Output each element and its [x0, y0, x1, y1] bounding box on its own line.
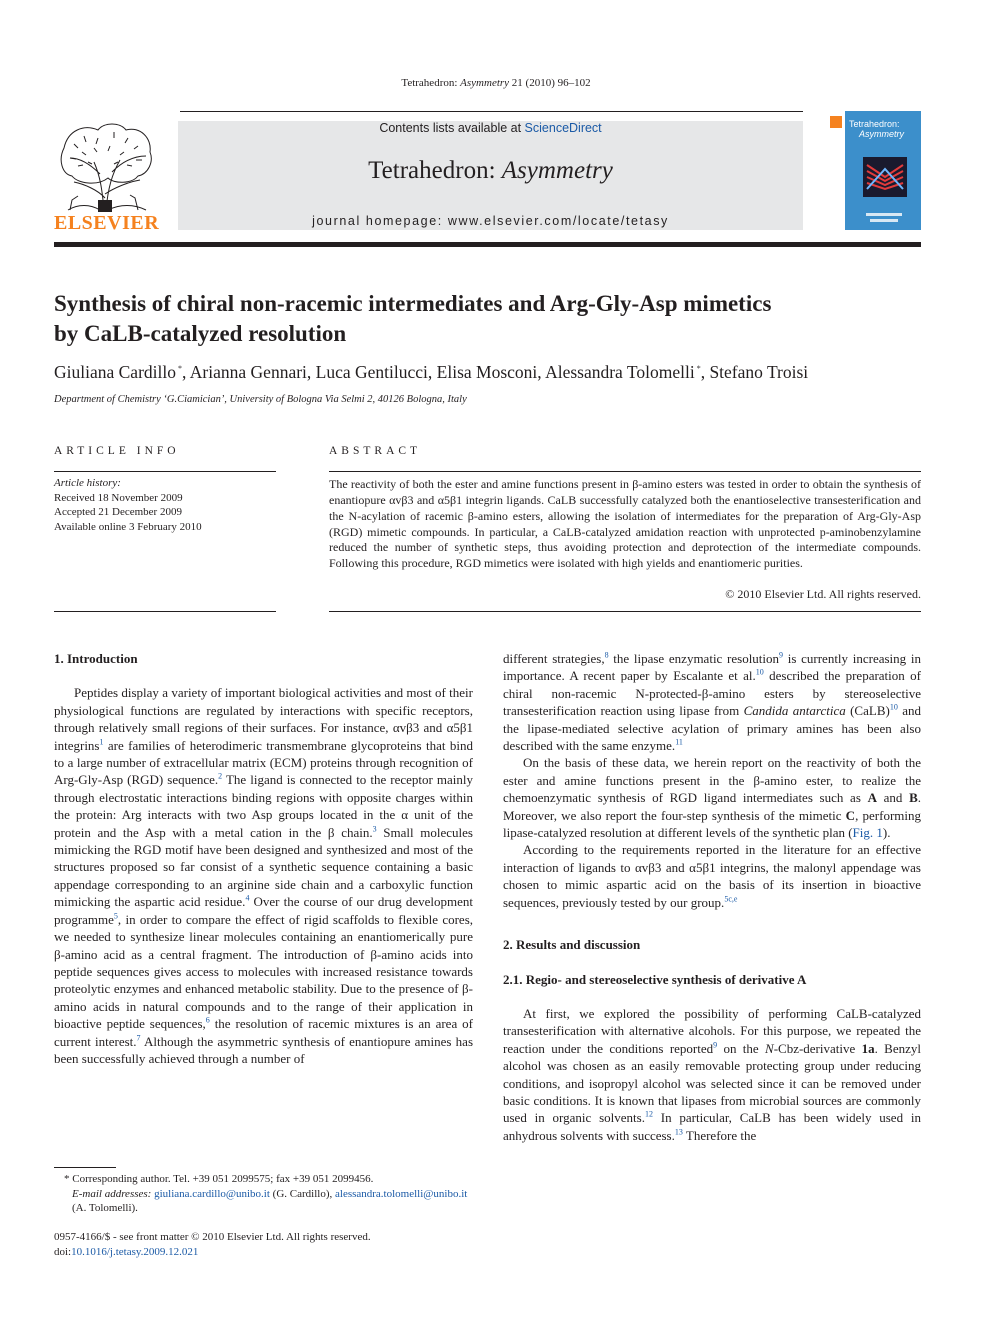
author[interactable]: [316, 362, 437, 382]
figure-link[interactable]: Fig. 1: [852, 825, 883, 841]
italic-text: N: [765, 1040, 774, 1056]
cover-footer-line: [866, 213, 902, 216]
author[interactable]: [190, 362, 316, 382]
doi-link[interactable]: 10.1016/j.tetasy.2009.12.021: [71, 1245, 199, 1258]
journal-name: [178, 157, 803, 185]
doi-prefix: doi:: [54, 1245, 72, 1258]
author-name: Elisa Mosconi: [436, 362, 538, 382]
author-name: Giuliana Cardillo: [54, 362, 176, 382]
text-run: are families of heterodimeric transmembrane glycoproteins that bind to a large number of extracellular matrix (ECM) proteins through recognition of Arg-Gly-Asp (RGD) sequence.: [54, 737, 473, 788]
author-name: Luca Gentilucci: [315, 362, 428, 382]
doi-line: [54, 1245, 371, 1260]
journal-name-prefix: Tetrahedron:: [368, 157, 502, 184]
text-run: different strategies,: [503, 651, 605, 666]
article-title-line2: by CaLB-catalyzed resolution: [54, 321, 347, 346]
email-link[interactable]: alessandra.tolomelli@unibo.it: [335, 1187, 468, 1200]
reference-link[interactable]: 13: [674, 1127, 683, 1137]
abstract-heading: ABSTRACT: [329, 445, 422, 457]
text-run: Over the course of our drug development programme: [54, 894, 473, 927]
author-separator: ,: [182, 362, 190, 382]
elsevier-wordmark: ELSEVIER: [54, 212, 160, 234]
text-run: Therefore the: [682, 1127, 757, 1143]
cover-publisher-icon: [829, 115, 843, 129]
email-owner: (A. Tolomelli).: [72, 1202, 138, 1214]
text-run: On the basis of these data, we herein report on the reactivity of both the ester and amine functions present in the β-amino ester, to realize the chemoenzymatic synthesis of RGD ligand intermediates such as: [503, 755, 921, 806]
cover-title-line1: Tetrahedron:: [849, 119, 900, 129]
journal-homepage[interactable]: journal homepage: www.elsevier.com/locate/tetasy: [312, 214, 669, 228]
received-date: Received 18 November 2009: [54, 491, 183, 504]
compound-label: 1a: [861, 1040, 875, 1056]
author-name: Stefano Troisi: [709, 362, 809, 382]
paragraph: [503, 1005, 921, 1144]
abstract-text: The reactivity of both the ester and amine functions present in β-amino esters was tested in order to obtain the synthesis of enantiopure αvβ3 and α5β1 integrin ligands. CaLB successfully catalyzed both the enantioselective transesterification and the N-acylation of racemic β-amino esters, allowing the isolation of intermediates for the preparation of Arg-Gly-Asp (RGD) mimetic compounds. In particular, a CaLB-catalyzed amidation reaction with unprotected p-aminobenzylamine reduced the number of synthetic steps, thus avoiding protection and deprotection of the intermediate compounds. Following this procedure, RGD mimetics were isolated with high yields and enantiomeric purities.: [329, 477, 921, 571]
author-separator: ,: [306, 362, 316, 382]
cover-footer-line: [870, 219, 898, 222]
article-info-rule: [54, 471, 276, 472]
spacer: [503, 954, 921, 971]
corresponding-mark: *: [176, 364, 182, 374]
abstract-bottom-rule: [329, 611, 921, 612]
footnote-corresponding: [54, 1172, 473, 1187]
reference-link[interactable]: 10: [889, 702, 898, 712]
article-title: [54, 289, 934, 349]
author-separator: ,: [700, 362, 710, 382]
article-info-heading: ARTICLE INFO: [54, 445, 180, 457]
author[interactable]: [709, 362, 808, 382]
corresponding-mark: *: [694, 364, 701, 374]
citation-suffix: 21 (2010) 96–102: [509, 77, 591, 89]
spacer: [503, 988, 921, 1005]
body-column-left: [54, 650, 473, 1067]
reference-link[interactable]: 7: [136, 1033, 141, 1043]
paragraph: [54, 684, 473, 1067]
text-run: the resolution of racemic mixtures is an area of current interest.: [54, 1016, 473, 1049]
journal-cover[interactable]: [826, 111, 921, 230]
compound-label: C: [845, 807, 856, 823]
paragraph: [503, 841, 921, 911]
author[interactable]: [437, 362, 545, 382]
author[interactable]: [54, 362, 190, 382]
spacer: [503, 911, 921, 936]
online-date: Available online 3 February 2010: [54, 520, 202, 533]
footnote: [54, 1172, 473, 1216]
header-rule: [180, 111, 803, 112]
reference-link[interactable]: 12: [644, 1110, 653, 1120]
text-run: the lipase enzymatic resolution: [608, 651, 780, 666]
abstract-copyright: © 2010 Elsevier Ltd. All rights reserved.: [725, 587, 921, 601]
citation-prefix: Tetrahedron:: [401, 77, 461, 89]
author[interactable]: [545, 362, 709, 382]
footnote-emails: [54, 1187, 473, 1216]
paragraph: [503, 650, 921, 754]
issn-block: [54, 1230, 371, 1259]
front-matter-line: 0957-4166/$ - see front matter © 2010 Elsevier Ltd. All rights reserved.: [54, 1231, 371, 1243]
text-run: is currently increasing in importance. A recent paper by Escalante et al.: [503, 651, 921, 684]
abstract-rule: [329, 471, 921, 472]
text-run: According to the requirements reported in the literature for an effective interaction of ligands to αvβ3 and α5β1 integrins, the malonyl appendage was chosen to mimic aspartic acid on the basis of its insertion in bioactive sequences, previously tested by our group.: [503, 842, 921, 910]
header-thick-rule: [54, 242, 921, 247]
email-link[interactable]: giuliana.cardillo@unibo.it: [154, 1187, 270, 1200]
spacer: [54, 667, 473, 684]
section-heading: 2. Results and discussion: [503, 937, 641, 953]
reference-link[interactable]: 6: [205, 1015, 210, 1025]
reference-link[interactable]: 1: [99, 737, 104, 747]
text-run: Peptides display a variety of important biological activities and most of their physiological functions are regulated by interactions with specific receptors, through relatively small regions of their surfaces. For instance, αvβ3 and α5β1 integrins: [54, 685, 473, 753]
author-separator: ,: [427, 362, 437, 382]
text-run: At first, we explored the possibility of performing CaLB-catalyzed transesterification with alternative alcohols. For this purpose, we repeated the reaction under the conditions reported: [503, 1005, 921, 1056]
cover-title-line2: Asymmetry: [859, 129, 904, 139]
cover-title: [849, 119, 904, 139]
reference-link[interactable]: 9: [713, 1040, 718, 1050]
text-run: ).: [882, 825, 891, 841]
text-run: on the: [717, 1040, 766, 1056]
footnote-rule: [54, 1167, 116, 1168]
author-name: Arianna Gennari: [189, 362, 307, 382]
reference-link[interactable]: 10: [755, 668, 764, 678]
article-info-bottom-rule: [54, 611, 276, 612]
cover-artwork-icon: [863, 157, 907, 197]
body-column-right: [503, 650, 921, 1144]
text-run: . Benzyl alcohol was chosen as an easily removable protecting group under reducing conditions, and isopropyl alcohol was selected since it can be removed under basic conditions. It is known that lipases from microbial sources are commonly used in organic solvents.: [503, 1040, 921, 1126]
text-run: and: [876, 790, 910, 806]
reference-link[interactable]: 5: [113, 911, 118, 921]
contents-prefix: Contents lists available at: [379, 121, 525, 135]
compound-label: A: [867, 790, 877, 806]
reference-link[interactable]: 4: [245, 893, 250, 903]
text-run: , performing lipase-catalyzed resolution at different levels of the synthetic plan (: [503, 807, 921, 841]
text-run: , in order to compare the effect of rigid scaffolds to flexible cores, we needed to synthesize linear molecules containing an enantiomerically pure β-amino acid as a central fragment. The introduction of β-amino acids into peptide sequences gives access to molecules with increased resistance towards proteolytic enzymes and enhanced metabolic stability. Due to the presence of β-amino acids in natural compounds and to the range of their application in bioactive peptide sequences,: [54, 911, 473, 1032]
text-run: . Moreover, we also report the four-step synthesis of the mimetic: [503, 790, 921, 823]
running-citation: [0, 77, 992, 89]
author-list: [54, 362, 934, 383]
reference-link[interactable]: 3: [372, 824, 377, 834]
contents-line: [178, 121, 803, 135]
affiliation: Department of Chemistry ‘G.Ciamician’, University of Bologna Via Selmi 2, 40126 Bologna, Italy: [54, 394, 467, 405]
reference-link[interactable]: 9: [779, 650, 784, 660]
italic-text: Candida antarctica: [743, 703, 846, 719]
text-run: -Cbz-derivative: [773, 1040, 862, 1056]
footnote-text: Corresponding author. Tel. +39 051 2099575; fax +39 051 2099456.: [69, 1173, 374, 1185]
email-label: E-mail addresses:: [72, 1187, 155, 1200]
article-title-line1: Synthesis of chiral non-racemic intermediates and Arg-Gly-Asp mimetics: [54, 291, 772, 316]
sciencedirect-link[interactable]: ScienceDirect: [524, 121, 602, 135]
history-label: Article history:: [54, 477, 121, 489]
paragraph: [503, 754, 921, 841]
author-separator: ,: [537, 362, 546, 382]
subsection-heading: 2.1. Regio- and stereoselective synthesis of derivative A: [503, 971, 807, 987]
accepted-date: Accepted 21 December 2009: [54, 506, 182, 518]
footnote-mark: *: [64, 1173, 70, 1185]
text-run: Although the asymmetric synthesis of enantiopure amines has been successfully achieved through a number of: [54, 1033, 474, 1066]
journal-banner: [178, 121, 803, 230]
reference-link[interactable]: 5c,e: [724, 894, 738, 904]
reference-link[interactable]: 8: [604, 650, 609, 660]
text-run: and the lipase-mediated selective acylation of primary amines has been also described with the same enzyme.: [503, 703, 921, 754]
text-run: (CaLB): [845, 703, 890, 719]
text-run: The ligand is connected to the receptor mainly through electrostatic interactions binding regions with opposite charges within the protein: Arg interacts with two Asp groups located in the α unit of the protein and the Asp with a metal cation in the β chain.: [54, 772, 473, 840]
article-history: [54, 476, 202, 534]
text-run: Small molecules mimicking the RGD motif have been designed and synthesized and most of the structures proposed so far consist of a synthetic sequence containing a basic appendage corresponding to an arginine side chain and a carboxylic function mimicking the aspartic acid residue.: [54, 824, 473, 910]
author-name: Alessandra Tolomelli: [545, 362, 695, 382]
email-owner: (G. Cardillo),: [269, 1187, 335, 1200]
journal-name-italic: Asymmetry: [501, 157, 613, 184]
compound-label: B: [909, 790, 918, 806]
section-heading: 1. Introduction: [54, 651, 138, 666]
reference-link[interactable]: 11: [675, 737, 683, 747]
citation-journal: Asymmetry: [460, 77, 510, 89]
text-run: described the preparation of chiral non-racemic N-protected-β-amino esters by stereoselective transesterification reaction using lipase from: [503, 668, 921, 719]
reference-link[interactable]: 2: [218, 772, 223, 782]
text-run: In particular, CaLB has been widely used in anhydrous solvents with success.: [503, 1110, 921, 1143]
